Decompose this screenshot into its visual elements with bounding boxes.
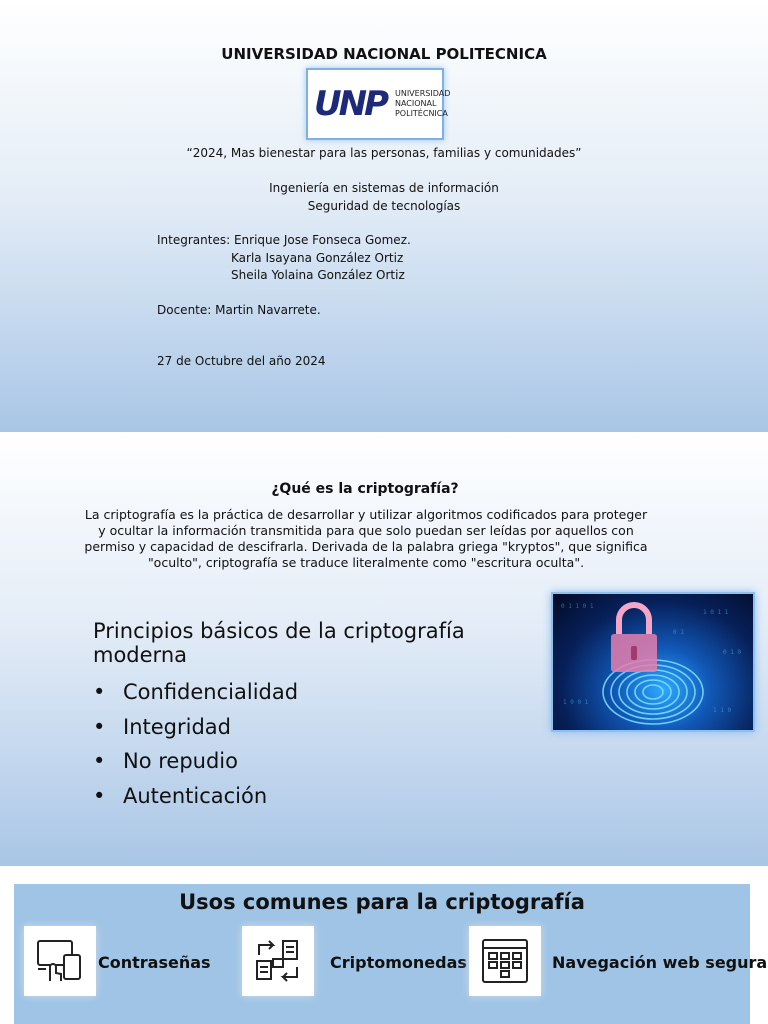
uses-title: Usos comunes para la criptografía <box>179 890 585 914</box>
uses-panel <box>14 884 768 1024</box>
member-name: Sheila Yolaina González Ortiz <box>231 268 405 282</box>
use-label: Contraseñas <box>98 953 211 972</box>
cover-slide <box>0 0 768 432</box>
principle-label: No repudio <box>123 749 238 773</box>
members-block <box>157 233 411 247</box>
bullet: • <box>93 783 106 808</box>
course: Seguridad de tecnologías <box>307 199 461 213</box>
member-name: Karla Isayana González Ortiz <box>231 251 404 265</box>
motto: “2024, Mas bienestar para las personas, familias y comunidades” <box>186 146 582 160</box>
university-title: UNIVERSIDAD NACIONAL POLITECNICA <box>221 45 547 63</box>
touch-devices-icon <box>24 926 96 996</box>
bullet: • <box>93 680 106 704</box>
logo-line: UNIVERSIDAD <box>394 89 451 98</box>
definition-slide <box>0 434 768 866</box>
career: Ingeniería en sistemas de información <box>269 181 499 195</box>
university-logo <box>306 68 451 140</box>
svg-text:0 1: 0 1 <box>673 629 684 636</box>
list-item <box>93 779 553 814</box>
padlock-fingerprint-icon <box>551 592 755 732</box>
bullet: • <box>93 714 106 739</box>
date: 27 de Octubre del año 2024 <box>157 354 326 368</box>
document-exchange-icon <box>242 926 314 996</box>
list-item <box>93 675 553 710</box>
member-name: Enrique Jose Fonseca Gomez. <box>233 233 411 247</box>
uses-slide <box>0 868 768 1024</box>
logo-line: POLITÉCNICA <box>394 109 448 118</box>
principles-block <box>93 619 553 813</box>
use-label: Criptomonedas <box>330 953 467 972</box>
principles-list <box>93 675 553 813</box>
teacher: Docente: Martin Navarrete. <box>157 303 321 317</box>
svg-text:0 1 0: 0 1 0 <box>723 649 742 656</box>
logo-text <box>395 89 450 119</box>
logo-mark: UNP <box>314 84 386 124</box>
svg-text:1 0 0 1: 1 0 0 1 <box>563 699 589 706</box>
principle-label: Integridad <box>123 714 231 739</box>
svg-text:1 0 1 1: 1 0 1 1 <box>703 609 729 616</box>
svg-text:1 1 0: 1 1 0 <box>713 707 732 714</box>
padlock-fingerprint-image <box>553 594 755 732</box>
principles-title: Principios básicos de la criptografía moderna <box>93 619 465 667</box>
use-label: Navegación web segura <box>552 953 768 972</box>
list-item <box>93 710 553 745</box>
list-item <box>93 744 553 779</box>
definition-heading: ¿Qué es la criptografía? <box>271 481 459 497</box>
principle-label: Confidencialidad <box>123 680 299 704</box>
logo-line: NACIONAL <box>394 99 437 108</box>
members-label: Integrantes: <box>157 233 231 247</box>
principle-label: Autenticación <box>123 783 268 808</box>
svg-text:0 1 1 0 1: 0 1 1 0 1 <box>561 603 594 610</box>
definition-paragraph: La criptografía es la práctica de desarrollar y utilizar algoritmos codificados para proteger y ocultar la información transmitida para que solo puedan ser leídas por aquellos con permiso y capacidad de descifrarla. Derivada de la palabra griega "kryptos", que significa "oculto", criptografía se traduce literalmente como "escritura oculta". <box>84 507 648 570</box>
browser-window-icon <box>469 926 541 996</box>
bullet: • <box>93 749 106 773</box>
